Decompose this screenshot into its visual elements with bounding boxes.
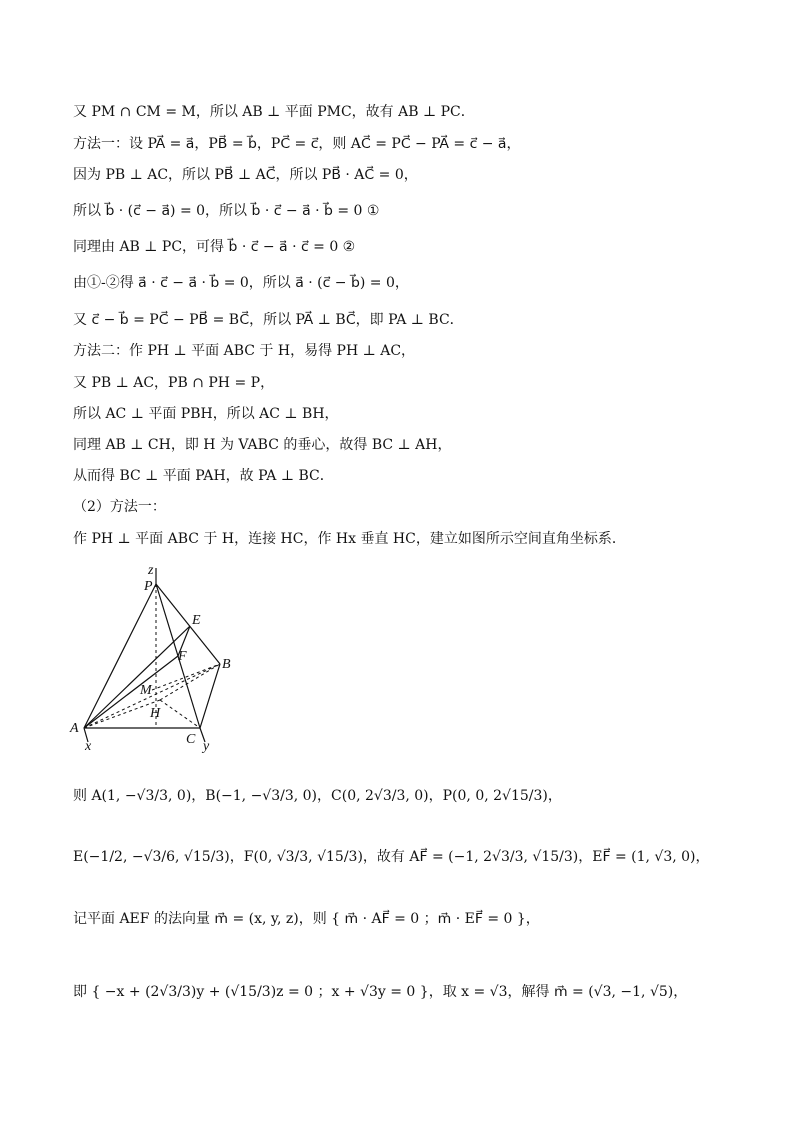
text-line-7: 又 c⃗ − b⃗ = PC⃗ − PB⃗ = BC⃗，所以 PA⃗ ⊥ BC⃗，即 PA ⊥ BC． <box>73 312 464 328</box>
text-line-12: 从而得 BC ⊥ 平面 PAH，故 PA ⊥ BC． <box>73 468 334 484</box>
label-B: B <box>222 657 231 672</box>
text-line-13: （2）方法一： <box>73 499 166 515</box>
text-line-5: 同理由 AB ⊥ PC，可得 b⃗ · c⃗ − a⃗ · c⃗ = 0 ② <box>73 239 356 255</box>
text-line-10: 所以 AC ⊥ 平面 PBH，所以 AC ⊥ BH， <box>73 406 339 422</box>
label-H: H <box>150 706 161 721</box>
text-line-1: 又 PM ∩ CM = M，所以 AB ⊥ 平面 PMC，故有 AB ⊥ PC． <box>73 104 475 120</box>
text-line-15: 则 A(1, −√3/3, 0)，B(−1, −√3/3, 0)，C(0, 2√3/3, 0)，P(0, 0, 2√15/3)， <box>73 788 562 804</box>
text-line-6: 由①-②得 a⃗ · c⃗ − a⃗ · b⃗ = 0，所以 a⃗ · (c⃗ − b⃗) = 0， <box>73 275 409 291</box>
edge-CB <box>200 664 220 728</box>
label-z: z <box>148 563 154 578</box>
segment-AF <box>84 656 178 728</box>
segment-HC <box>160 700 200 728</box>
text-line-3: 因为 PB ⊥ AC，所以 PB⃗ ⊥ AC⃗，所以 PB⃗ · AC⃗ = 0， <box>73 167 418 183</box>
label-E: E <box>192 613 201 628</box>
edge-PA <box>84 584 156 728</box>
text-line-8: 方法二：作 PH ⊥ 平面 ABC 于 H，易得 PH ⊥ AC， <box>73 343 416 359</box>
text-line-14: 作 PH ⊥ 平面 ABC 于 H，连接 HC，作 Hx 垂直 HC，建立如图所示空间直角坐标系． <box>73 531 626 547</box>
text-line-9: 又 PB ⊥ AC，PB ∩ PH = P， <box>73 375 275 391</box>
text-line-18: 即 { −x + (2√3/3)y + (√15/3)z = 0 ；x + √3y = 0 }，取 x = √3，解得 m⃗ = (√3, −1, √5)， <box>73 984 688 1000</box>
text-line-11: 同理 AB ⊥ CH，即 H 为 VABC 的垂心，故得 BC ⊥ AH， <box>73 437 452 453</box>
label-C: C <box>186 732 196 747</box>
label-P: P <box>144 579 153 594</box>
label-M: M <box>140 683 152 698</box>
label-y: y <box>203 739 210 754</box>
edge-PB <box>156 584 220 664</box>
text-line-16: E(−1/2, −√3/6, √15/3)，F(0, √3/3, √15/3)，故有 AF⃗ = (−1, 2√3/3, √15/3)，EF⃗ = (1, √3, 0)， <box>73 849 710 865</box>
text-line-17: 记平面 AEF 的法向量 m⃗ = (x, y, z)，则 { m⃗ · AF⃗ = 0 ；m⃗ · EF⃗ = 0 }， <box>73 911 540 927</box>
segment-AE <box>84 626 190 728</box>
text-line-4: 所以 b⃗ · (c⃗ − a⃗) = 0，所以 b⃗ · c⃗ − a⃗ · b⃗ = 0 ① <box>73 203 380 219</box>
text-line-2: 方法一：设 PA⃗ = a⃗，PB⃗ = b⃗，PC⃗ = c⃗，则 AC⃗ = PC⃗ − PA⃗ = c⃗ − a⃗， <box>73 136 521 152</box>
label-x: x <box>85 739 92 754</box>
label-A: A <box>70 721 79 736</box>
tetrahedron-figure <box>60 560 250 760</box>
label-F: F <box>178 649 187 664</box>
